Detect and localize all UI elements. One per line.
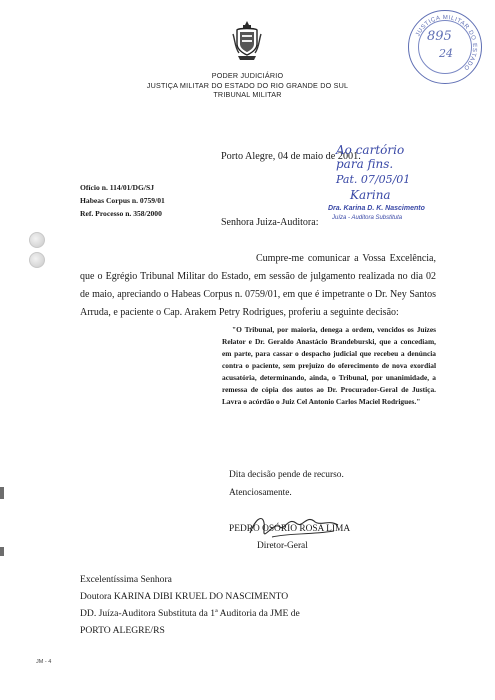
judge-stamp-name: Dra. Karina D. K. Nascimento	[328, 205, 425, 212]
stamp-ring-text: JUSTIÇA MILITAR DO ESTADO	[415, 14, 478, 72]
closing-greeting: Atenciosamente.	[229, 488, 292, 498]
scan-edge-mark	[0, 547, 4, 556]
letter-date: Porto Alegre, 04 de maio de 2001.	[221, 151, 361, 162]
salutation: Senhora Juiza-Auditora:	[221, 217, 319, 228]
signatory-role: Diretor-Geral	[257, 541, 308, 551]
reference-block	[80, 181, 165, 220]
stamp-number: 895	[427, 29, 452, 44]
closing-remark: Dita decisão pende de recurso.	[229, 470, 344, 480]
letterhead-line-2: JUSTIÇA MILITAR DO ESTADO DO RIO GRANDE DO SUL	[146, 80, 349, 90]
form-code: JM - 4	[36, 659, 52, 665]
judge-stamp-role: Juíza - Auditora Substituta	[332, 215, 403, 221]
handwritten-line-3: Pat. 07/05/01	[336, 173, 411, 186]
official-stamp	[408, 10, 482, 84]
oficio-number: Ofício n. 114/01/DG/SJ	[80, 183, 155, 192]
punch-hole-bottom	[29, 252, 45, 268]
letterhead-line-3: TRIBUNAL MILITAR	[213, 90, 282, 99]
body-paragraph: Cumpre-me comunicar a Vossa Excelência, que o Egrégio Tribunal Militar do Estado, em sessão de julgamento realizada no dia 02 de maio, apreciando o Habeas Corpus n. 0759/01, em que é impetrante o Dr. Ney Santos Arruda, e paciente o Cap. Arakem Petry Rodrigues, proferiu a seguinte decisão:	[80, 253, 436, 318]
scan-edge-mark	[0, 487, 4, 499]
letterhead-line-1: PODER JUDICIÁRIO	[211, 71, 284, 80]
handwritten-line-1: Ao cartório	[336, 143, 405, 157]
decision-quote: "O Tribunal, por maioria, denega a ordem, vencidos os Juízes Relator e Dr. Geraldo Anastácio Brandeburski, que a concediam, em parte, para cassar o despacho judicial que recebeu a denúncia contra o paciente, sem prejuízo do oferecimento de nova exordial acusatória, determinando, ainda, o Tribunal, por unanimidade, a remessa de cópia dos autos ao Dr. Procurador-Geral de Justiça. Lavra o acórdão o Juiz Cel Antonio Carlos Maciel Rodrigues."	[222, 325, 436, 406]
address-line-3: DD. Juíza-Auditora Substituta da 1ª Auditoria da JME de	[80, 608, 300, 619]
habeas-corpus-number: Habeas Corpus n. 0759/01	[80, 196, 165, 205]
handwritten-line-2: para fins.	[336, 157, 394, 171]
address-line-1: Excelentíssima Senhora	[80, 574, 172, 585]
signatory-name: PEDRO OSÓRIO ROSA LIMA	[229, 524, 351, 534]
handwritten-signature: Karina	[350, 188, 391, 202]
process-reference: Ref. Processo n. 358/2000	[80, 209, 162, 218]
address-line-4: PORTO ALEGRE/RS	[80, 625, 165, 636]
coat-of-arms-icon	[232, 20, 262, 62]
address-line-2: Doutora KARINA DIBI KRUEL DO NASCIMENTO	[80, 591, 289, 602]
stamp-initials: 24	[439, 47, 453, 60]
punch-hole-top	[29, 232, 45, 248]
